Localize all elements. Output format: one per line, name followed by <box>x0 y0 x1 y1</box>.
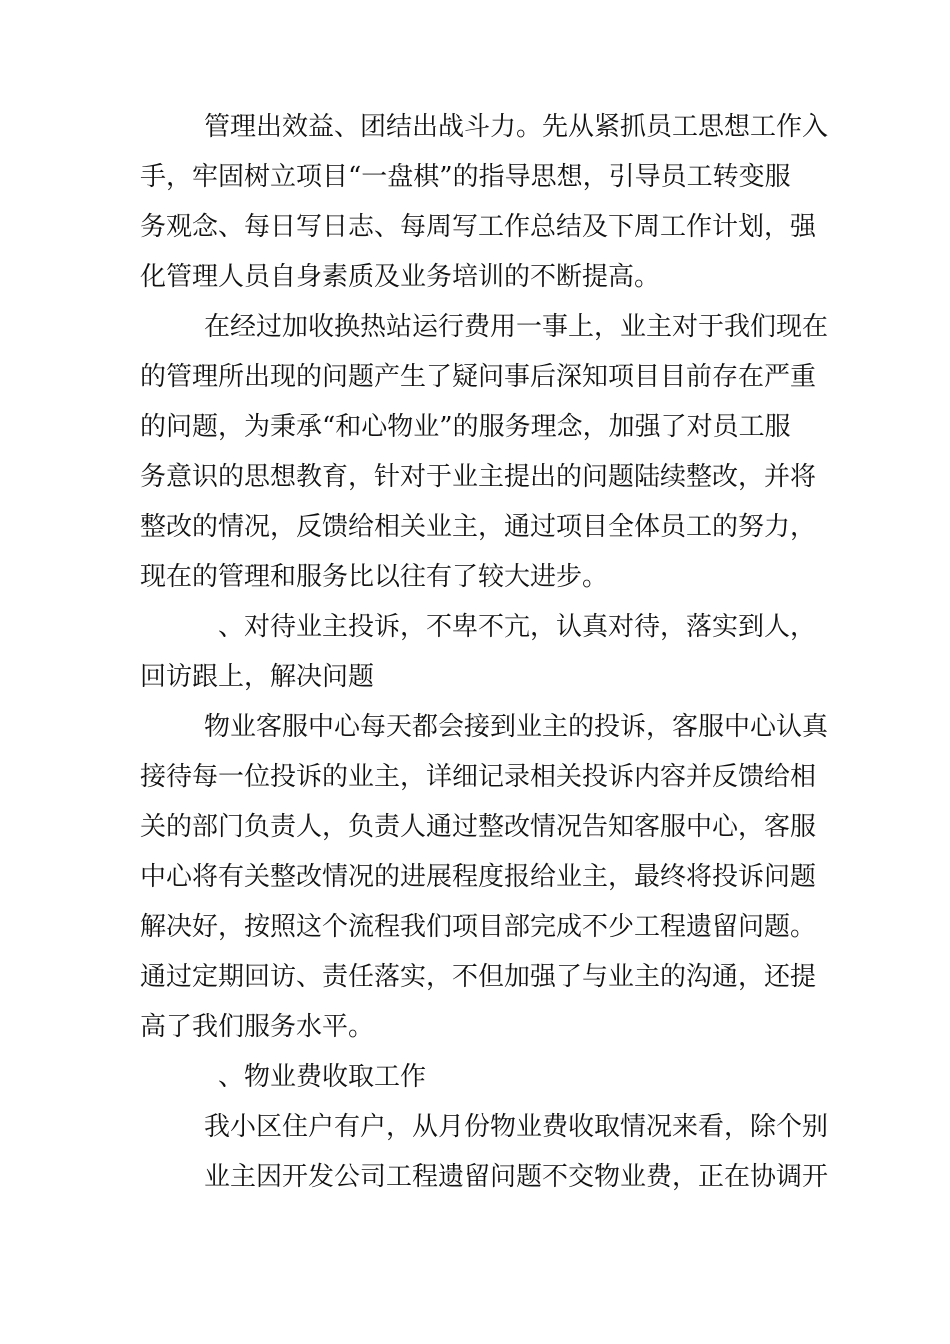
text-line: 务观念、每日写日志、每周写工作总结及下周工作计划，强 <box>140 212 817 242</box>
text-line: 务意识的思想教育，针对于业主提出的问题陆续整改，并将 <box>140 462 817 492</box>
text-line: 在经过加收换热站运行费用一事上，业主对于我们现在 <box>204 312 829 342</box>
text-line: 通过定期回访、责任落实，不但加强了与业主的沟通，还提 <box>140 962 817 992</box>
text-line: 物业客服中心每天都会接到业主的投诉，客服中心认真 <box>204 712 829 742</box>
section-heading: 、对待业主投诉，不卑不亢，认真对待，落实到人， <box>218 612 817 642</box>
text-line: 现在的管理和服务比以往有了较大进步。 <box>140 562 609 592</box>
section-heading: 、物业费收取工作 <box>218 1062 427 1092</box>
text-line: 业主因开发公司工程遗留问题不交物业费，正在协调开 <box>204 1162 829 1192</box>
text-line: 关的部门负责人，负责人通过整改情况告知客服中心，客服 <box>140 812 817 842</box>
text-line: 的管理所出现的问题产生了疑问事后深知项目目前存在严重 <box>140 362 817 392</box>
text-line: 中心将有关整改情况的进展程度报给业主，最终将投诉问题 <box>140 862 817 892</box>
text-line: 整改的情况，反馈给相关业主，通过项目全体员工的努力， <box>140 512 817 542</box>
text-line: 回访跟上，解决问题 <box>140 662 375 692</box>
text-line: 的问题，为秉承“和心物业”的服务理念，加强了对员工服 <box>140 412 791 442</box>
text-line: 接待每一位投诉的业主，详细记录相关投诉内容并反馈给相 <box>140 762 817 792</box>
text-line: 解决好，按照这个流程我们项目部完成不少工程遗留问题。 <box>140 912 817 942</box>
text-line: 化管理人员自身素质及业务培训的不断提高。 <box>140 262 661 292</box>
text-line: 高了我们服务水平。 <box>140 1012 375 1042</box>
text-line: 管理出效益、团结出战斗力。先从紧抓员工思想工作入 <box>204 112 829 142</box>
text-line: 我小区住户有户，从月份物业费收取情况来看，除个别 <box>204 1112 829 1142</box>
text-line: 手，牢固树立项目“一盘棋”的指导思想，引导员工转变服 <box>140 162 791 192</box>
